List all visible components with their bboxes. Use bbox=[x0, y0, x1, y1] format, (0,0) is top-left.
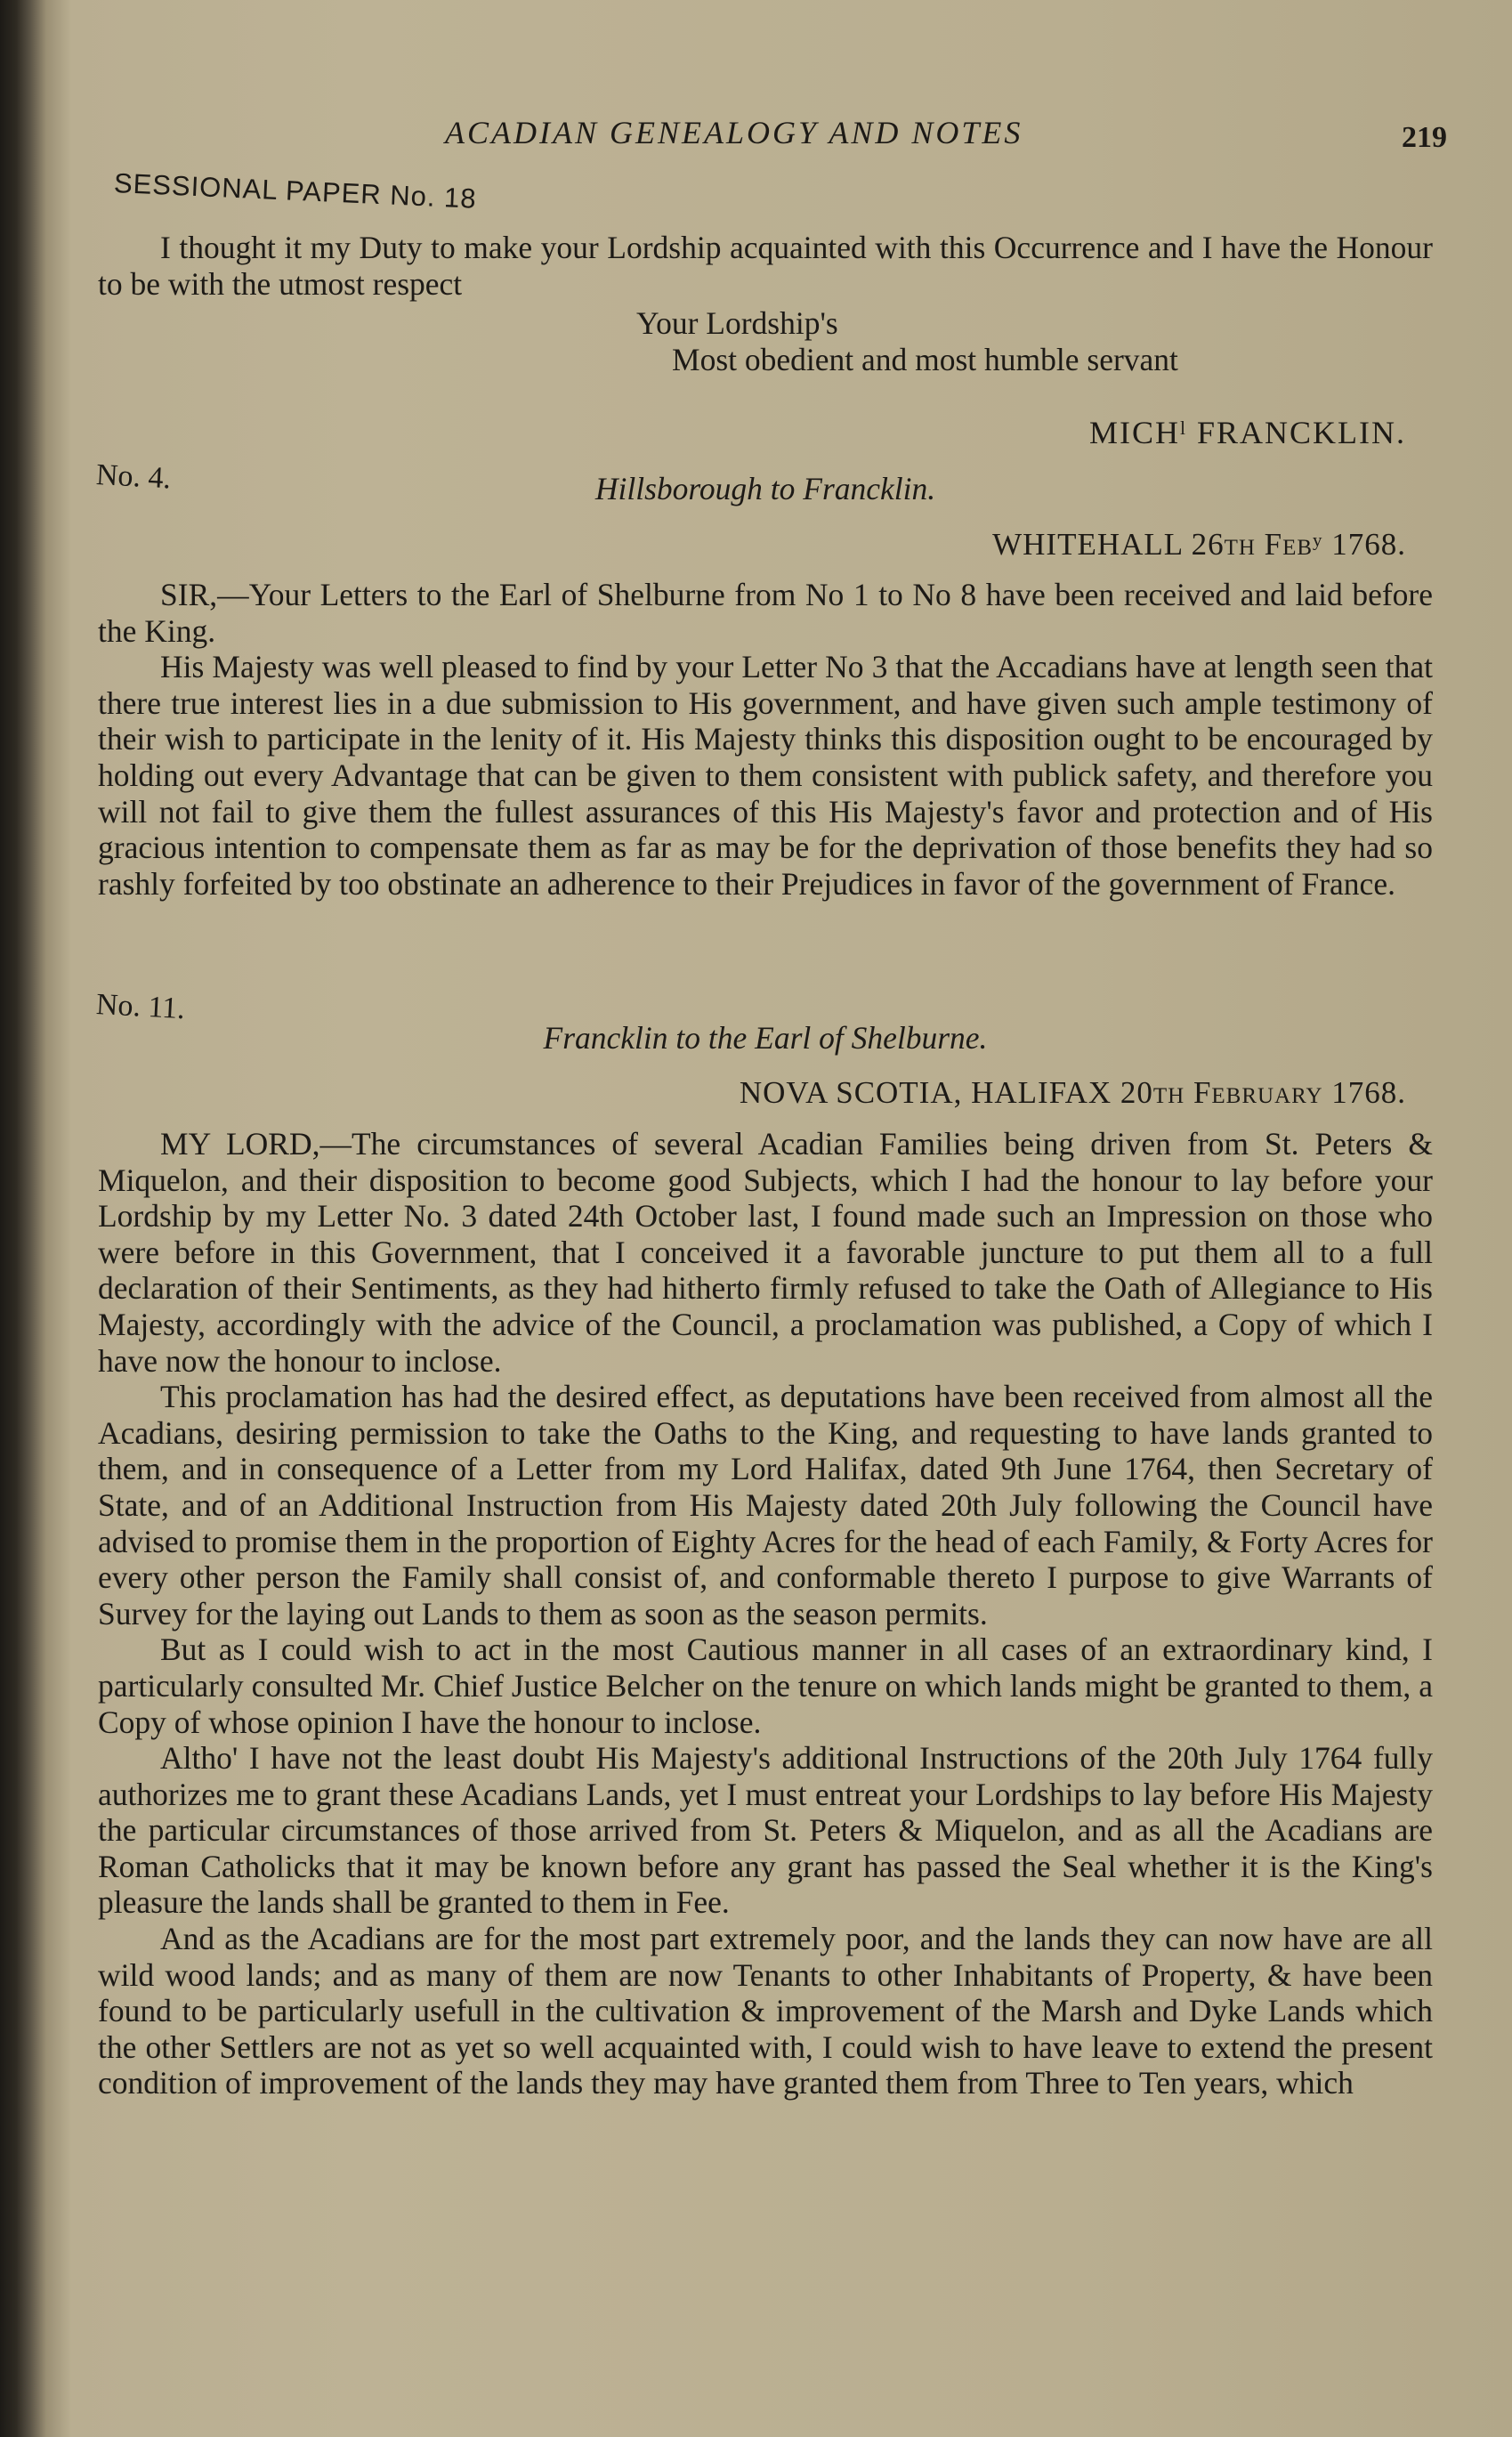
document-11-paragraph-4: Altho' I have not the least doubt His Majesty's additional Instructions of the 20th July 1764 fully authorizes me to grant these Acadians Lands, yet I must entreat your Lordships to lay before His Majesty the particular circumstances of those arrived from St. Peters & Miquelon, and as all the Acadians are Roman Catholicks that it may be known before any grant has passed the Seal whether it is the King's pleasure the lands shall be granted to them in Fee. bbox=[98, 1740, 1433, 1921]
document-4-heading: Hillsborough to Francklin. bbox=[594, 471, 936, 506]
document-4-dateline: WHITEHALL 26th Febʸ 1768. bbox=[992, 527, 1406, 562]
document-11-paragraph-3: But as I could wish to act in the most Cautious manner in all cases of an extraordinary kind, I particularly consulted Mr. Chief Justice Belcher on the tenure on which lands might be granted to them, a Copy of whose opinion I have the honour to inclose. bbox=[98, 1631, 1433, 1740]
document-number-11: No. 11. bbox=[95, 988, 186, 1026]
document-11-paragraph-5: And as the Acadians are for the most part extremely poor, and the lands they can now have are all wild wood lands; and as many of them are now Tenants to other Inhabitants of Property, & have been found to be particularly usefull in the cultivation & improvement of the Marsh and Dyke Lands which the other Settlers are not as yet so well acquainted with, I could wish to have leave to extend the present condition of improvement of the lands they may have granted them from Three to Ten years, which bbox=[98, 1921, 1433, 2101]
document-4-paragraph-1: SIR,—Your Letters to the Earl of Shelburne from No 1 to No 8 have been received and laid before the King. bbox=[98, 577, 1433, 649]
document-11-paragraph-2: This proclamation has had the desired effect, as deputations have been received from almost all the Acadians, desiring permission to take the Oaths to the King, and requesting to have lands granted to them, and in consequence of a Letter from my Lord Halifax, dated 9th June 1764, then Secretary of State, and of an Additional Instruction from His Majesty dated 20th July following the Council have advised to promise them in the proportion of Eighty Acres for the head of each Family, & Forty Acres for every other person the Family shall consist of, and conformable thereto I purpose to give Warrants of Survey for the laying out Lands to them as soon as the season permits. bbox=[98, 1379, 1433, 1631]
letter-closing-paragraph: I thought it my Duty to make your Lordship acquainted with this Occurrence and I have the Honour to be with the utmost respect bbox=[98, 230, 1433, 302]
document-11-dateline: NOVA SCOTIA, HALIFAX 20th February 1768. bbox=[739, 1075, 1406, 1110]
closing-line-2: Most obedient and most humble servant bbox=[672, 342, 1178, 377]
document-number-4: No. 4. bbox=[95, 458, 172, 496]
page-content bbox=[95, 98, 1447, 2430]
salutation: SIR, bbox=[160, 577, 218, 612]
document-11-heading: Francklin to the Earl of Shelburne. bbox=[543, 1020, 988, 1056]
sessional-paper-stamp: SESSIONAL PAPER No. 18 bbox=[113, 167, 478, 215]
signature: MICHˡ FRANCKLIN. bbox=[1089, 415, 1406, 450]
closing-line-1: Your Lordship's bbox=[636, 305, 838, 341]
document-4-body bbox=[98, 577, 1433, 902]
document-4-paragraph-2: His Majesty was well pleased to find by your Letter No 3 that the Accadians have at length seen that there true interest lies in a due submission to His government, and have given such ample testimony of their wish to participate in the lenity of it. His Majesty thinks this disposition ought to be encouraged by holding out every Advantage that can be given to them consistent with publick safety, and therefore you will not fail to give them the fullest assurances of this His Majesty's favor and protection and of His gracious intention to compensate them as far as may be for the deprivation of those benefits they had so rashly forfeited by too obstinate an adherence to their Prejudices in favor of the government of France. bbox=[98, 649, 1433, 902]
salutation: MY LORD, bbox=[160, 1126, 320, 1162]
document-11-paragraph-1: MY LORD,—The circumstances of several Acadian Families being driven from St. Peters & Miquelon, and their disposition to become good Subjects, which I had the honour to lay before your Lordship by my Letter No. 3 dated 24th October last, I found made such an Impression on those who were before in this Government, that I conceived it a favorable juncture to put them all to a full declaration of their Sentiments, as they had hitherto firmly refused to take the Oath of Allegiance to His Majesty, accordingly with the advice of the Council, a proclamation was published, a Copy of which I have now the honour to inclose. bbox=[98, 1126, 1433, 1379]
page-number: 219 bbox=[1402, 121, 1447, 154]
running-head: ACADIAN GENEALOGY AND NOTES bbox=[445, 115, 1023, 150]
document-11-body bbox=[98, 1126, 1433, 2101]
